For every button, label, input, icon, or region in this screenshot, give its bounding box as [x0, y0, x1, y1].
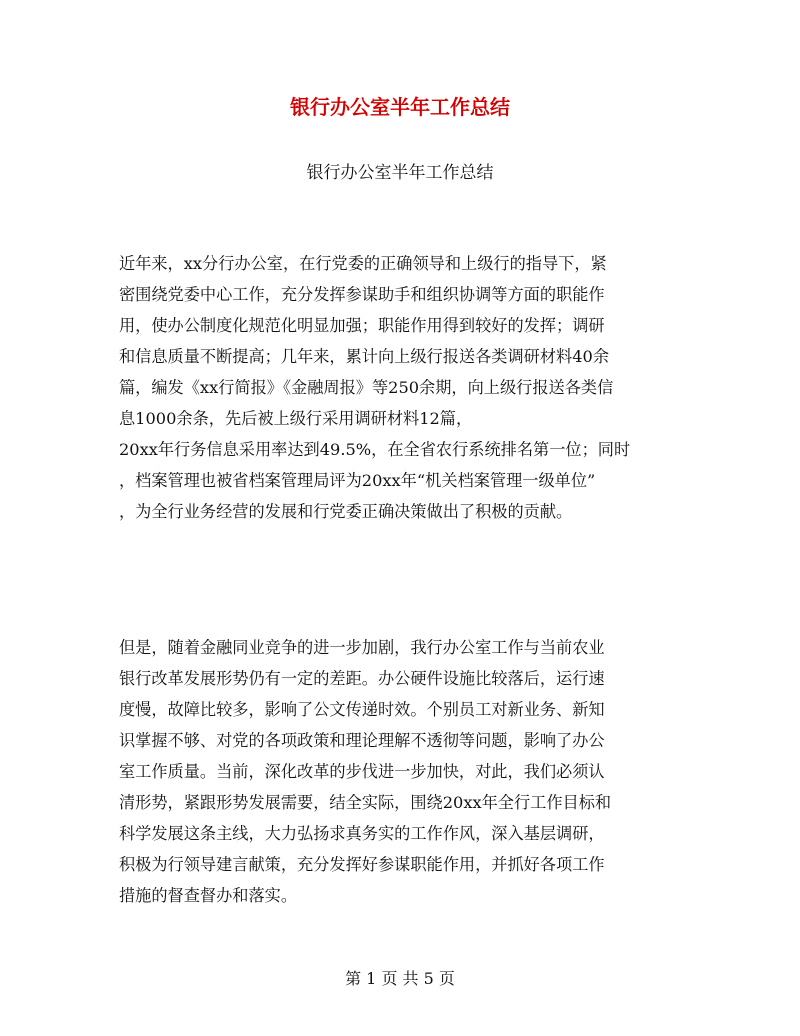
paragraph-1	[119, 248, 694, 527]
paragraph-line: 措施的督查督办和落实。	[119, 886, 298, 905]
paragraph-line: 但是，随着金融同业竞争的进一步加剧，我行办公室工作与当前农业	[119, 638, 605, 657]
paragraph-line: 度慢，故障比较多，影响了公文传递时效。个别员工对新业务、新知	[119, 700, 605, 719]
paragraph-line: 密围绕党委中心工作，充分发挥参谋助手和组织协调等方面的职能作	[119, 285, 605, 304]
paragraph-line: 篇，编发《xx行简报》《金融周报》等250余期，向上级行报送各类信	[119, 378, 614, 397]
paragraph-line: 和信息质量不断提高；几年来，累计向上级行报送各类调研材料40余	[119, 347, 610, 366]
paragraph-2	[119, 632, 694, 911]
page-footer: 第 1 页 共 5 页	[345, 969, 455, 988]
paragraph-line: 识掌握不够、对党的各项政策和理论理解不透彻等问题，影响了办公	[119, 731, 605, 750]
paragraph-line: 用，使办公制度化规范化明显加强；职能作用得到较好的发挥；调研	[119, 316, 605, 335]
paragraph-line: 科学发展这条主线，大力弘扬求真务实的工作作风，深入基层调研，	[119, 824, 605, 843]
document-title: 银行办公室半年工作总结	[290, 95, 510, 119]
paragraph-line: ，档案管理也被省档案管理局评为20xx年“机关档案管理一级单位”	[119, 471, 596, 490]
paragraph-line: 银行改革发展形势仍有一定的差距。办公硬件设施比较落后，运行速	[119, 669, 605, 688]
paragraph-line: 室工作质量。当前，深化改革的步伐进一步加快，对此，我们必须认	[119, 762, 605, 781]
paragraph-line: ，为全行业务经营的发展和行党委正确决策做出了积极的贡献。	[119, 502, 573, 521]
document-subtitle: 银行办公室半年工作总结	[306, 163, 494, 183]
paragraph-line: 清形势，紧跟形势发展需要，结全实际，围绕20xx年全行工作目标和	[119, 793, 612, 812]
paragraph-line: 20xx年行务信息采用率达到49.5%，在全省农行系统排名第一位；同时	[119, 440, 631, 459]
paragraph-line: 息1000余条，先后被上级行采用调研材料12篇，	[119, 409, 473, 428]
paragraph-line: 近年来，xx分行办公室，在行党委的正确领导和上级行的指导下，紧	[119, 254, 607, 273]
paragraph-line: 积极为行领导建言献策，充分发挥好参谋职能作用，并抓好各项工作	[119, 855, 605, 874]
